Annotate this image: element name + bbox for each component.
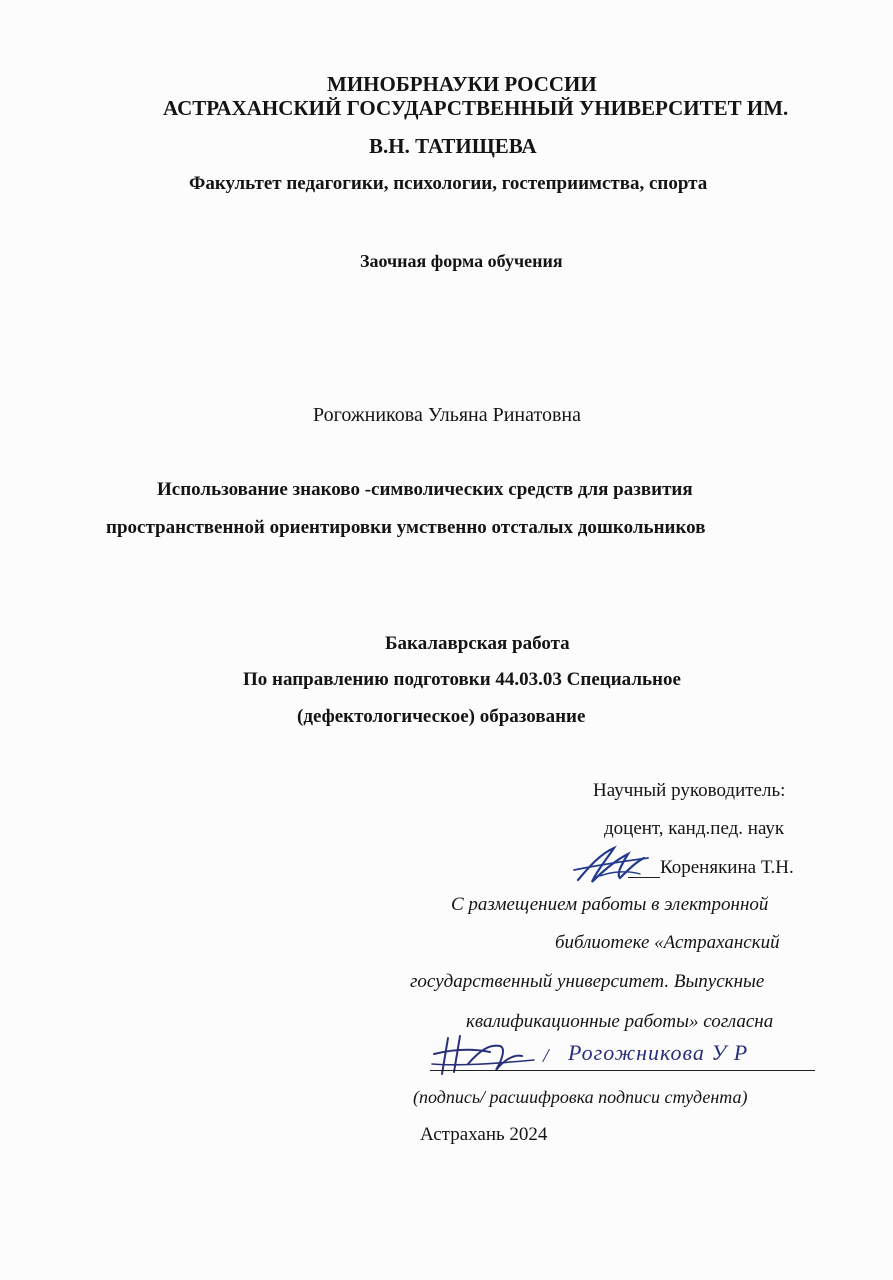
work-type: Бакалаврская работа [385, 633, 570, 654]
direction-line2: (дефектологическое) образование [297, 706, 586, 727]
ministry-heading: МИНОБРНАУКИ РОССИИ [327, 72, 597, 96]
supervisor-label: Научный руководитель: [593, 780, 786, 801]
faculty-name: Факультет педагогики, психологии, гостеприимства, спорта [189, 173, 708, 194]
direction-line1: По направлению подготовки 44.03.03 Специальное [243, 669, 681, 690]
consent-line4: квалификационные работы» согласна [466, 1011, 774, 1032]
university-name-line2: В.Н. ТАТИЩЕВА [369, 134, 537, 158]
study-form: Заочная форма обучения [360, 251, 563, 271]
thesis-title-line1: Использование знаково -символических средств для развития [157, 479, 693, 500]
signature-separator: / [543, 1045, 549, 1067]
consent-line2: библиотеке «Астраханский [555, 932, 780, 953]
thesis-title-line2: пространственной ориентировки умственно отсталых дошкольников [106, 517, 706, 538]
supervisor-signature-underline [628, 877, 660, 878]
supervisor-name: Коренякина Т.Н. [660, 857, 794, 878]
consent-line3: государственный университет. Выпускные [410, 971, 765, 992]
city-year: Астрахань 2024 [420, 1124, 548, 1145]
consent-line1: С размещением работы в электронной [451, 894, 769, 915]
author-name: Рогожникова Ульяна Ринатовна [313, 404, 581, 426]
university-name-line1: АСТРАХАНСКИЙ ГОСУДАРСТВЕННЫЙ УНИВЕРСИТЕТ ИМ. [163, 96, 789, 120]
signature-line [430, 1070, 815, 1071]
supervisor-signature [570, 840, 666, 888]
student-signature [430, 1030, 540, 1080]
signature-caption: (подпись/ расшифровка подписи студента) [413, 1087, 748, 1107]
supervisor-position: доцент, канд.пед. наук [604, 818, 785, 839]
student-name-handwritten: Рогожникова У Р [568, 1040, 749, 1065]
